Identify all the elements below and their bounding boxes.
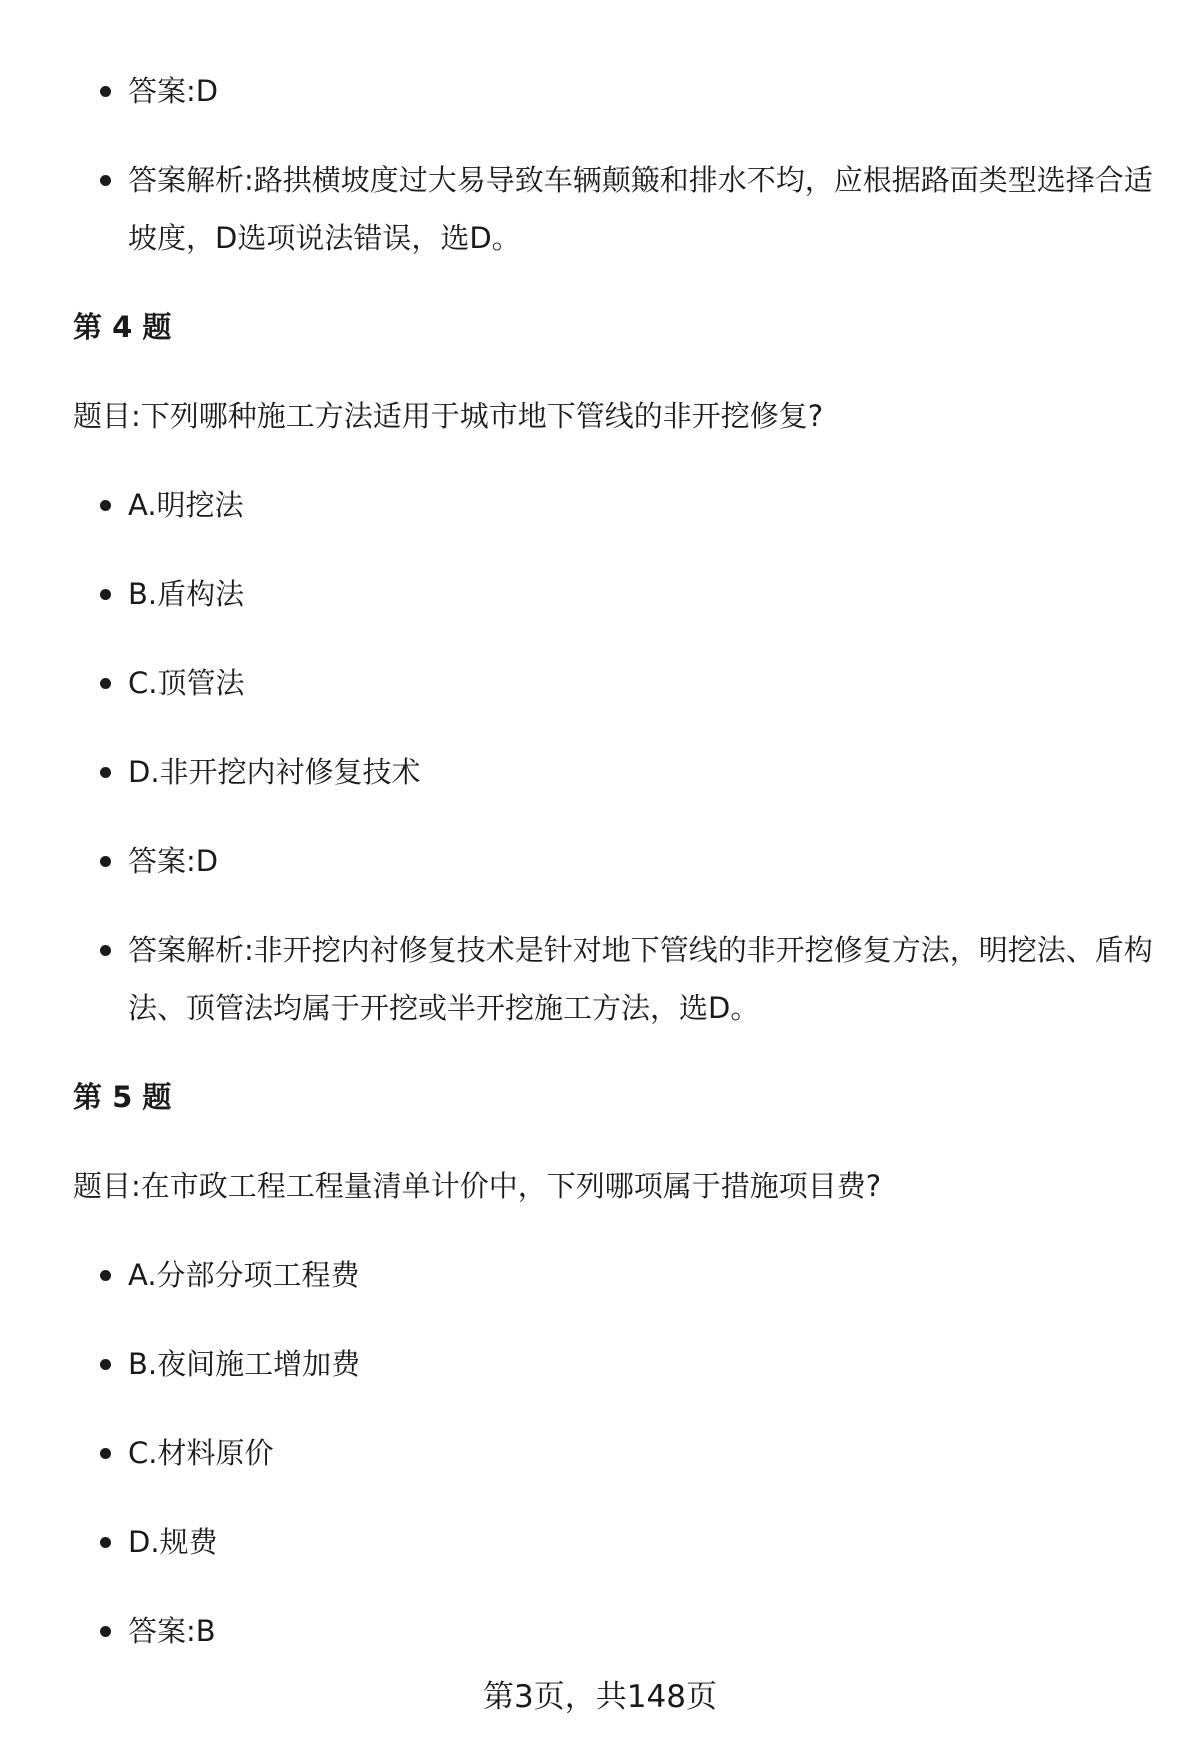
q5-stem: 题目:在市政工程工程量清单计价中，下列哪项属于措施项目费? — [73, 1169, 882, 1203]
q5-list — [73, 1246, 1153, 1660]
q5-heading: 第 5 题 — [73, 1080, 172, 1114]
q4-option-b: B.盾构法 — [73, 565, 1153, 623]
q3-answer: 答案:D — [73, 62, 1153, 120]
q4-list — [73, 476, 1153, 1037]
q3-tail-list — [73, 62, 1153, 267]
q5-answer: 答案:B — [73, 1602, 1153, 1660]
q4-stem: 题目:下列哪种施工方法适用于城市地下管线的非开挖修复? — [73, 399, 824, 433]
q5-option-c: C.材料原价 — [73, 1424, 1153, 1482]
q4-heading: 第 4 题 — [73, 310, 172, 344]
q4-option-a: A.明挖法 — [73, 476, 1153, 534]
q5-option-a: A.分部分项工程费 — [73, 1246, 1153, 1304]
q4-option-c: C.顶管法 — [73, 654, 1153, 712]
q4-explanation: 答案解析:非开挖内衬修复技术是针对地下管线的非开挖修复方法，明挖法、盾构法、顶管法均属于开挖或半开挖施工方法，选D。 — [73, 921, 1153, 1037]
q5-option-d: D.规费 — [73, 1513, 1153, 1571]
page-footer: 第3页，共148页 — [483, 1679, 717, 1715]
q3-explanation: 答案解析:路拱横坡度过大易导致车辆颠簸和排水不均，应根据路面类型选择合适坡度，D选项说法错误，选D。 — [73, 151, 1153, 267]
q4-option-d: D.非开挖内衬修复技术 — [73, 743, 1153, 801]
q5-option-b: B.夜间施工增加费 — [73, 1335, 1153, 1393]
q4-answer: 答案:D — [73, 832, 1153, 890]
document-content — [73, 62, 1153, 1691]
